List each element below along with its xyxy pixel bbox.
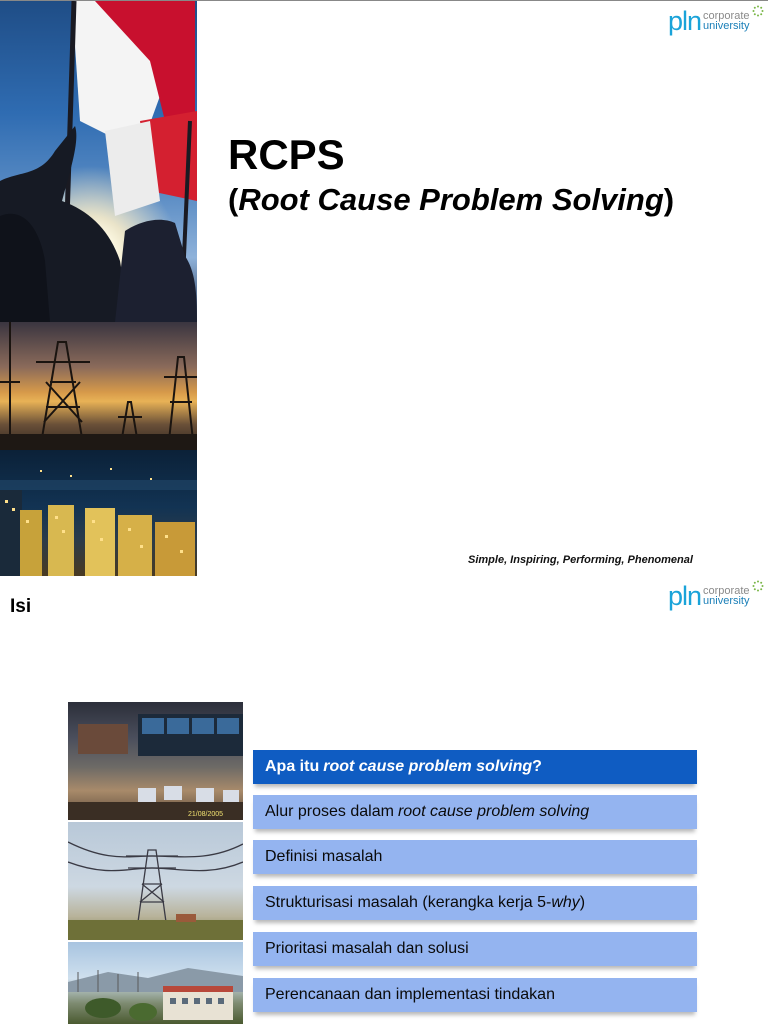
control-room-scene bbox=[68, 702, 243, 820]
contents-item-4[interactable] bbox=[253, 886, 697, 920]
pln-logo bbox=[668, 582, 764, 610]
logo-corporate-text: corporate bbox=[703, 585, 750, 597]
logo-corporate-text: corporate bbox=[703, 10, 750, 22]
slide-title: RCPS bbox=[228, 131, 345, 178]
contents-item-6[interactable] bbox=[253, 978, 697, 1012]
pln-wordmark: pln bbox=[668, 580, 702, 611]
item-text: Alur proses dalam bbox=[265, 803, 394, 820]
flags-silhouette bbox=[0, 1, 197, 322]
pylon-scene bbox=[68, 822, 243, 940]
pln-wordmark: pln bbox=[668, 5, 702, 36]
contents-item-2[interactable] bbox=[253, 795, 697, 829]
contents-slide bbox=[0, 576, 768, 1024]
item-suffix: ? bbox=[532, 758, 542, 775]
pln-logo bbox=[668, 7, 764, 35]
towers-silhouette bbox=[0, 322, 197, 450]
sunburst-icon bbox=[752, 5, 764, 17]
item-italic: root cause problem solving bbox=[397, 803, 590, 820]
contents-item-3[interactable] bbox=[253, 840, 697, 874]
control-room-photo bbox=[68, 702, 243, 820]
subtitle-close-paren: ) bbox=[663, 182, 675, 217]
slide-subtitle bbox=[228, 182, 674, 218]
contents-item-1[interactable] bbox=[253, 750, 697, 784]
power-towers-photo bbox=[0, 322, 197, 450]
item-text: Definisi masalah bbox=[265, 848, 383, 865]
city-skyline bbox=[0, 450, 197, 576]
flags-photo bbox=[0, 1, 197, 322]
subtitle-italic: Root Cause Problem Solving bbox=[238, 182, 664, 217]
tagline: Simple, Inspiring, Performing, Phenomenal bbox=[468, 554, 693, 566]
sunburst-icon bbox=[752, 580, 764, 592]
logo-university-text: university bbox=[703, 595, 750, 607]
item-text: Apa itu bbox=[265, 758, 320, 775]
item-italic: root cause problem solving bbox=[323, 758, 533, 775]
substation-scene bbox=[68, 942, 243, 1024]
item-text: Perencanaan dan implementasi tindakan bbox=[265, 986, 555, 1003]
item-suffix: ) bbox=[579, 894, 586, 911]
photo-date-stamp: 21/08/2005 bbox=[188, 811, 224, 818]
item-text: Strukturisasi masalah (kerangka kerja 5- bbox=[265, 894, 552, 911]
contents-item-5[interactable] bbox=[253, 932, 697, 966]
item-text: Prioritasi masalah dan solusi bbox=[265, 940, 469, 957]
item-italic: why bbox=[551, 894, 580, 911]
substation-photo bbox=[68, 942, 243, 1024]
city-night-photo bbox=[0, 450, 197, 576]
subtitle-open-paren: ( bbox=[228, 182, 239, 217]
contents-heading: Isi bbox=[10, 596, 32, 617]
transmission-tower-photo bbox=[68, 822, 243, 940]
logo-university-text: university bbox=[703, 20, 750, 32]
